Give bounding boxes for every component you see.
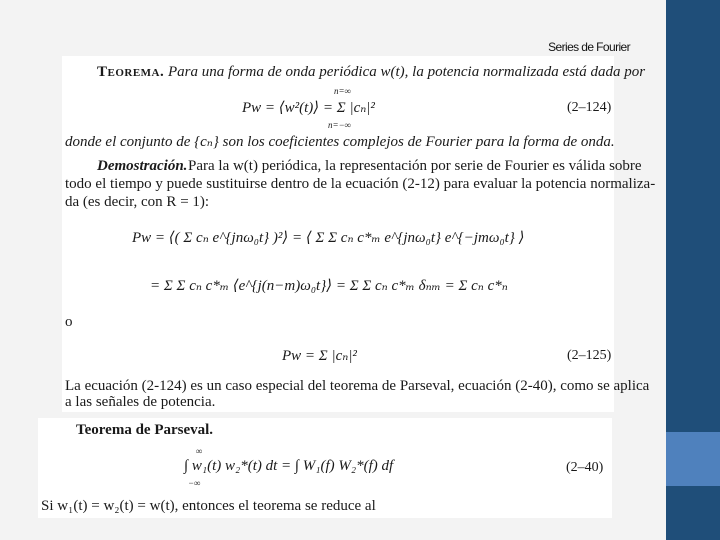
theorem-label: Teorema. <box>97 64 165 80</box>
demonstration-line-2: todo el tiempo y puede sustituirse dentro de la ecuación (2-12) para evaluar la potencia normaliza- <box>65 176 656 192</box>
equation-number-2-40: (2–40) <box>566 460 604 475</box>
demonstration-line-1: Para la w(t) periódica, la representación por serie de Fourier es válida sobre <box>188 158 642 174</box>
integral-upper-limit: ∞ <box>196 446 203 456</box>
parseval-label: Teorema de Parseval. <box>76 422 214 438</box>
equation-number-2-124: (2–124) <box>567 100 612 115</box>
closing-line-2: a las señales de potencia. <box>65 394 216 410</box>
theorem-statement: Para una forma de onda periódica w(t), la potencia normalizada está dada por <box>168 64 646 80</box>
slide-title: Series de Fourier <box>548 40 630 54</box>
sum-lower-limit: n=−∞ <box>328 120 352 130</box>
parseval-footer: Si w₁(t) = w₂(t) = w(t), entonces el teorema se reduce al <box>41 498 376 514</box>
sum-upper-limit: n=∞ <box>334 86 351 96</box>
equation-power-result: Pw = Σ |cₙ|² <box>282 348 357 364</box>
theorem-conclusion: donde el conjunto de {cₙ} son los coeficientes complejos de Fourier para la forma de onda. <box>65 134 615 150</box>
integral-lower-limit: −∞ <box>188 478 201 488</box>
equation-power-reduction: = Σ Σ cₙ c*ₘ ⟨e^{j(n−m)ω₀t}⟩ = Σ Σ cₙ c*ₘ δₙₘ = Σ cₙ c*ₙ <box>150 278 508 294</box>
demonstration-label: Demostración. <box>97 158 188 174</box>
equation-number-2-125: (2–125) <box>567 348 612 363</box>
equation-power-expansion: Pw = ⟨( Σ cₙ e^{jnω₀t} )²⟩ = ⟨ Σ Σ cₙ c*ₘ e^{jnω₀t} e^{−jmω₀t} ⟩ <box>132 230 525 246</box>
closing-line-1: La ecuación (2-124) es un caso especial del teorema de Parseval, ecuación (2-40), como se aplica <box>65 378 650 394</box>
sidebar-accent-block <box>666 432 720 486</box>
theorem-equation: Pw = ⟨w²(t)⟩ = Σ |cₙ|² <box>242 100 375 116</box>
or-connector: o <box>65 314 73 330</box>
scanned-page-upper <box>62 56 656 412</box>
scanned-page-lower <box>38 418 612 518</box>
parseval-equation: ∫ w₁(t) w₂*(t) dt = ∫ W₁(f) W₂*(f) df <box>184 458 394 474</box>
demonstration-line-3: da (es decir, con R = 1): <box>65 194 210 210</box>
